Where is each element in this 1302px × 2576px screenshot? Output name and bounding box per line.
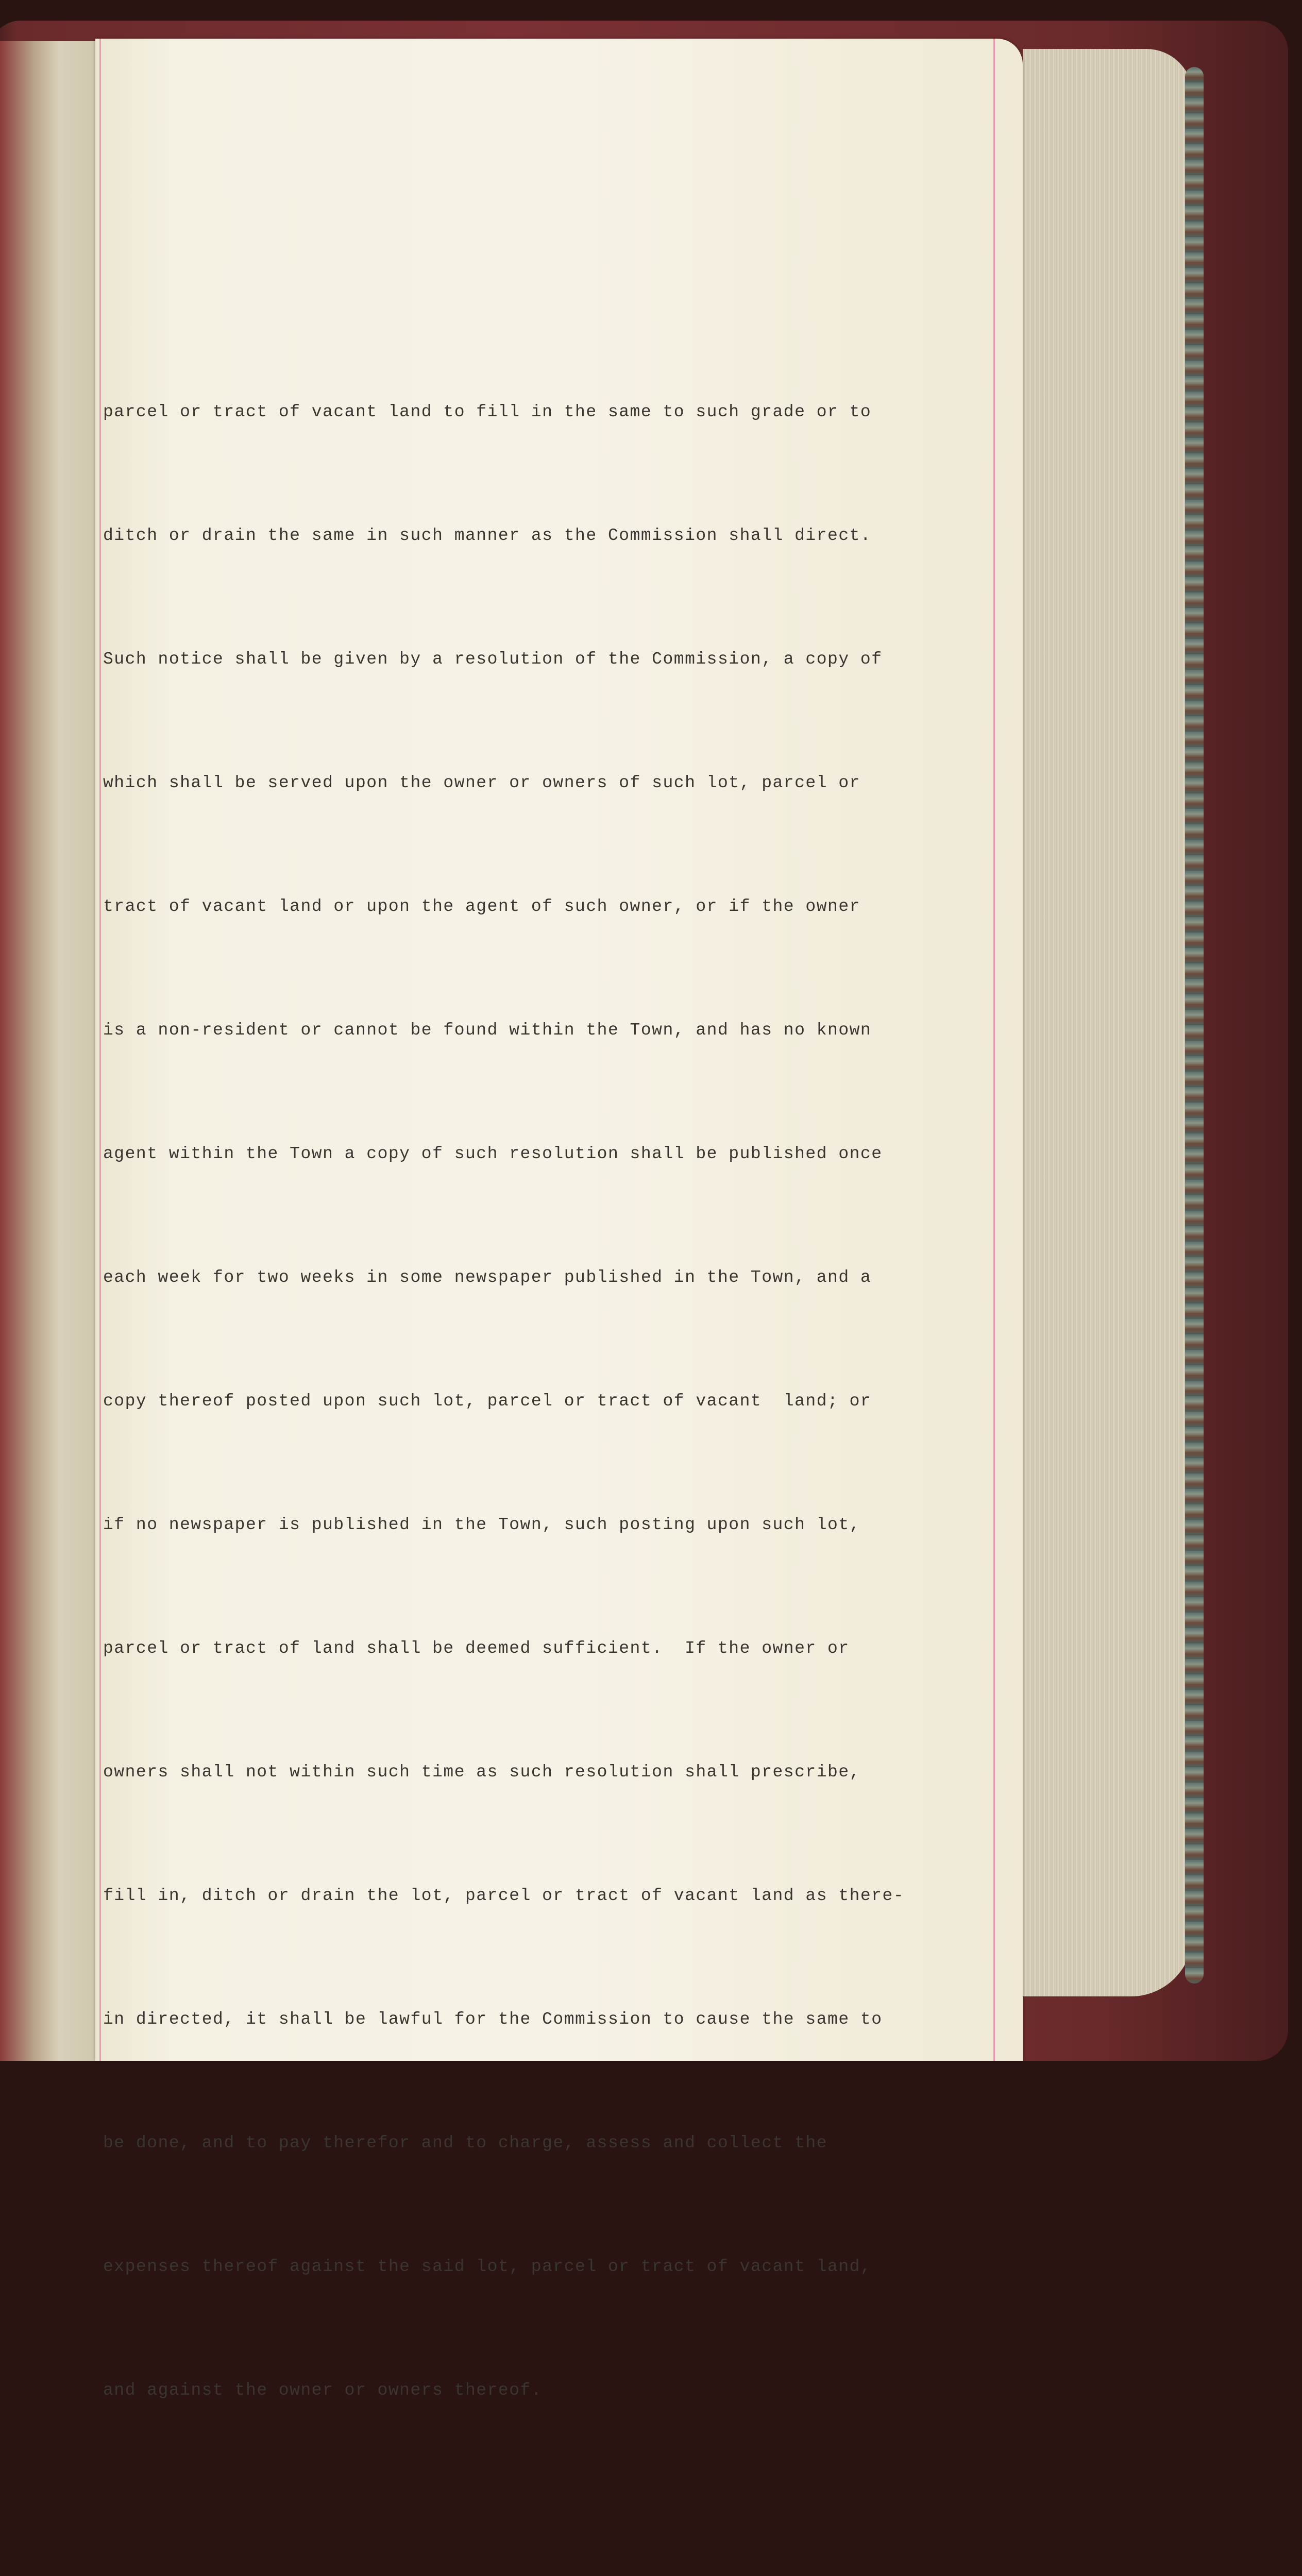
text-line: copy thereof posted upon such lot, parcel or tract of vacant land; or: [103, 1392, 872, 1411]
paragraph-block-1: [103, 309, 1000, 2494]
text-line: if no newspaper is published in the Town, such posting upon such lot,: [103, 1515, 860, 1534]
text-line: agent within the Town a copy of such resolution shall be published once: [103, 1144, 883, 1163]
text-line: is a non-resident or cannot be found within the Town, and has no known: [103, 1021, 872, 1040]
typed-text-body: [103, 227, 1000, 2576]
text-line: owners shall not within such time as such resolution shall prescribe,: [103, 1762, 860, 1782]
page-fore-edge: [1023, 49, 1193, 1996]
marbled-edge: [1185, 67, 1204, 1984]
left-margin-rule: [99, 39, 101, 2061]
text-line: and against the owner or owners thereof.: [103, 2381, 543, 2400]
text-line: parcel or tract of land shall be deemed sufficient. If the owner or: [103, 1639, 850, 1658]
text-line: parcel or tract of vacant land to fill in the same to such grade or to: [103, 402, 872, 421]
text-line: in directed, it shall be lawful for the Commission to cause the same to: [103, 2010, 883, 2029]
text-line: expenses thereof against the said lot, parcel or tract of vacant land,: [103, 2257, 872, 2276]
text-line: each week for two weeks in some newspaper published in the Town, and a: [103, 1268, 872, 1287]
text-line: which shall be served upon the owner or owners of such lot, parcel or: [103, 773, 860, 792]
text-line: be done, and to pay therefor and to charge, assess and collect the: [103, 2133, 828, 2153]
text-line: tract of vacant land or upon the agent of such owner, or if the owner: [103, 897, 860, 916]
text-line: ditch or drain the same in such manner as the Commission shall direct.: [103, 526, 872, 545]
left-page-edge: [0, 41, 98, 2061]
text-line: fill in, ditch or drain the lot, parcel or tract of vacant land as there-: [103, 1886, 905, 1905]
text-line: Such notice shall be given by a resolution of the Commission, a copy of: [103, 650, 883, 669]
